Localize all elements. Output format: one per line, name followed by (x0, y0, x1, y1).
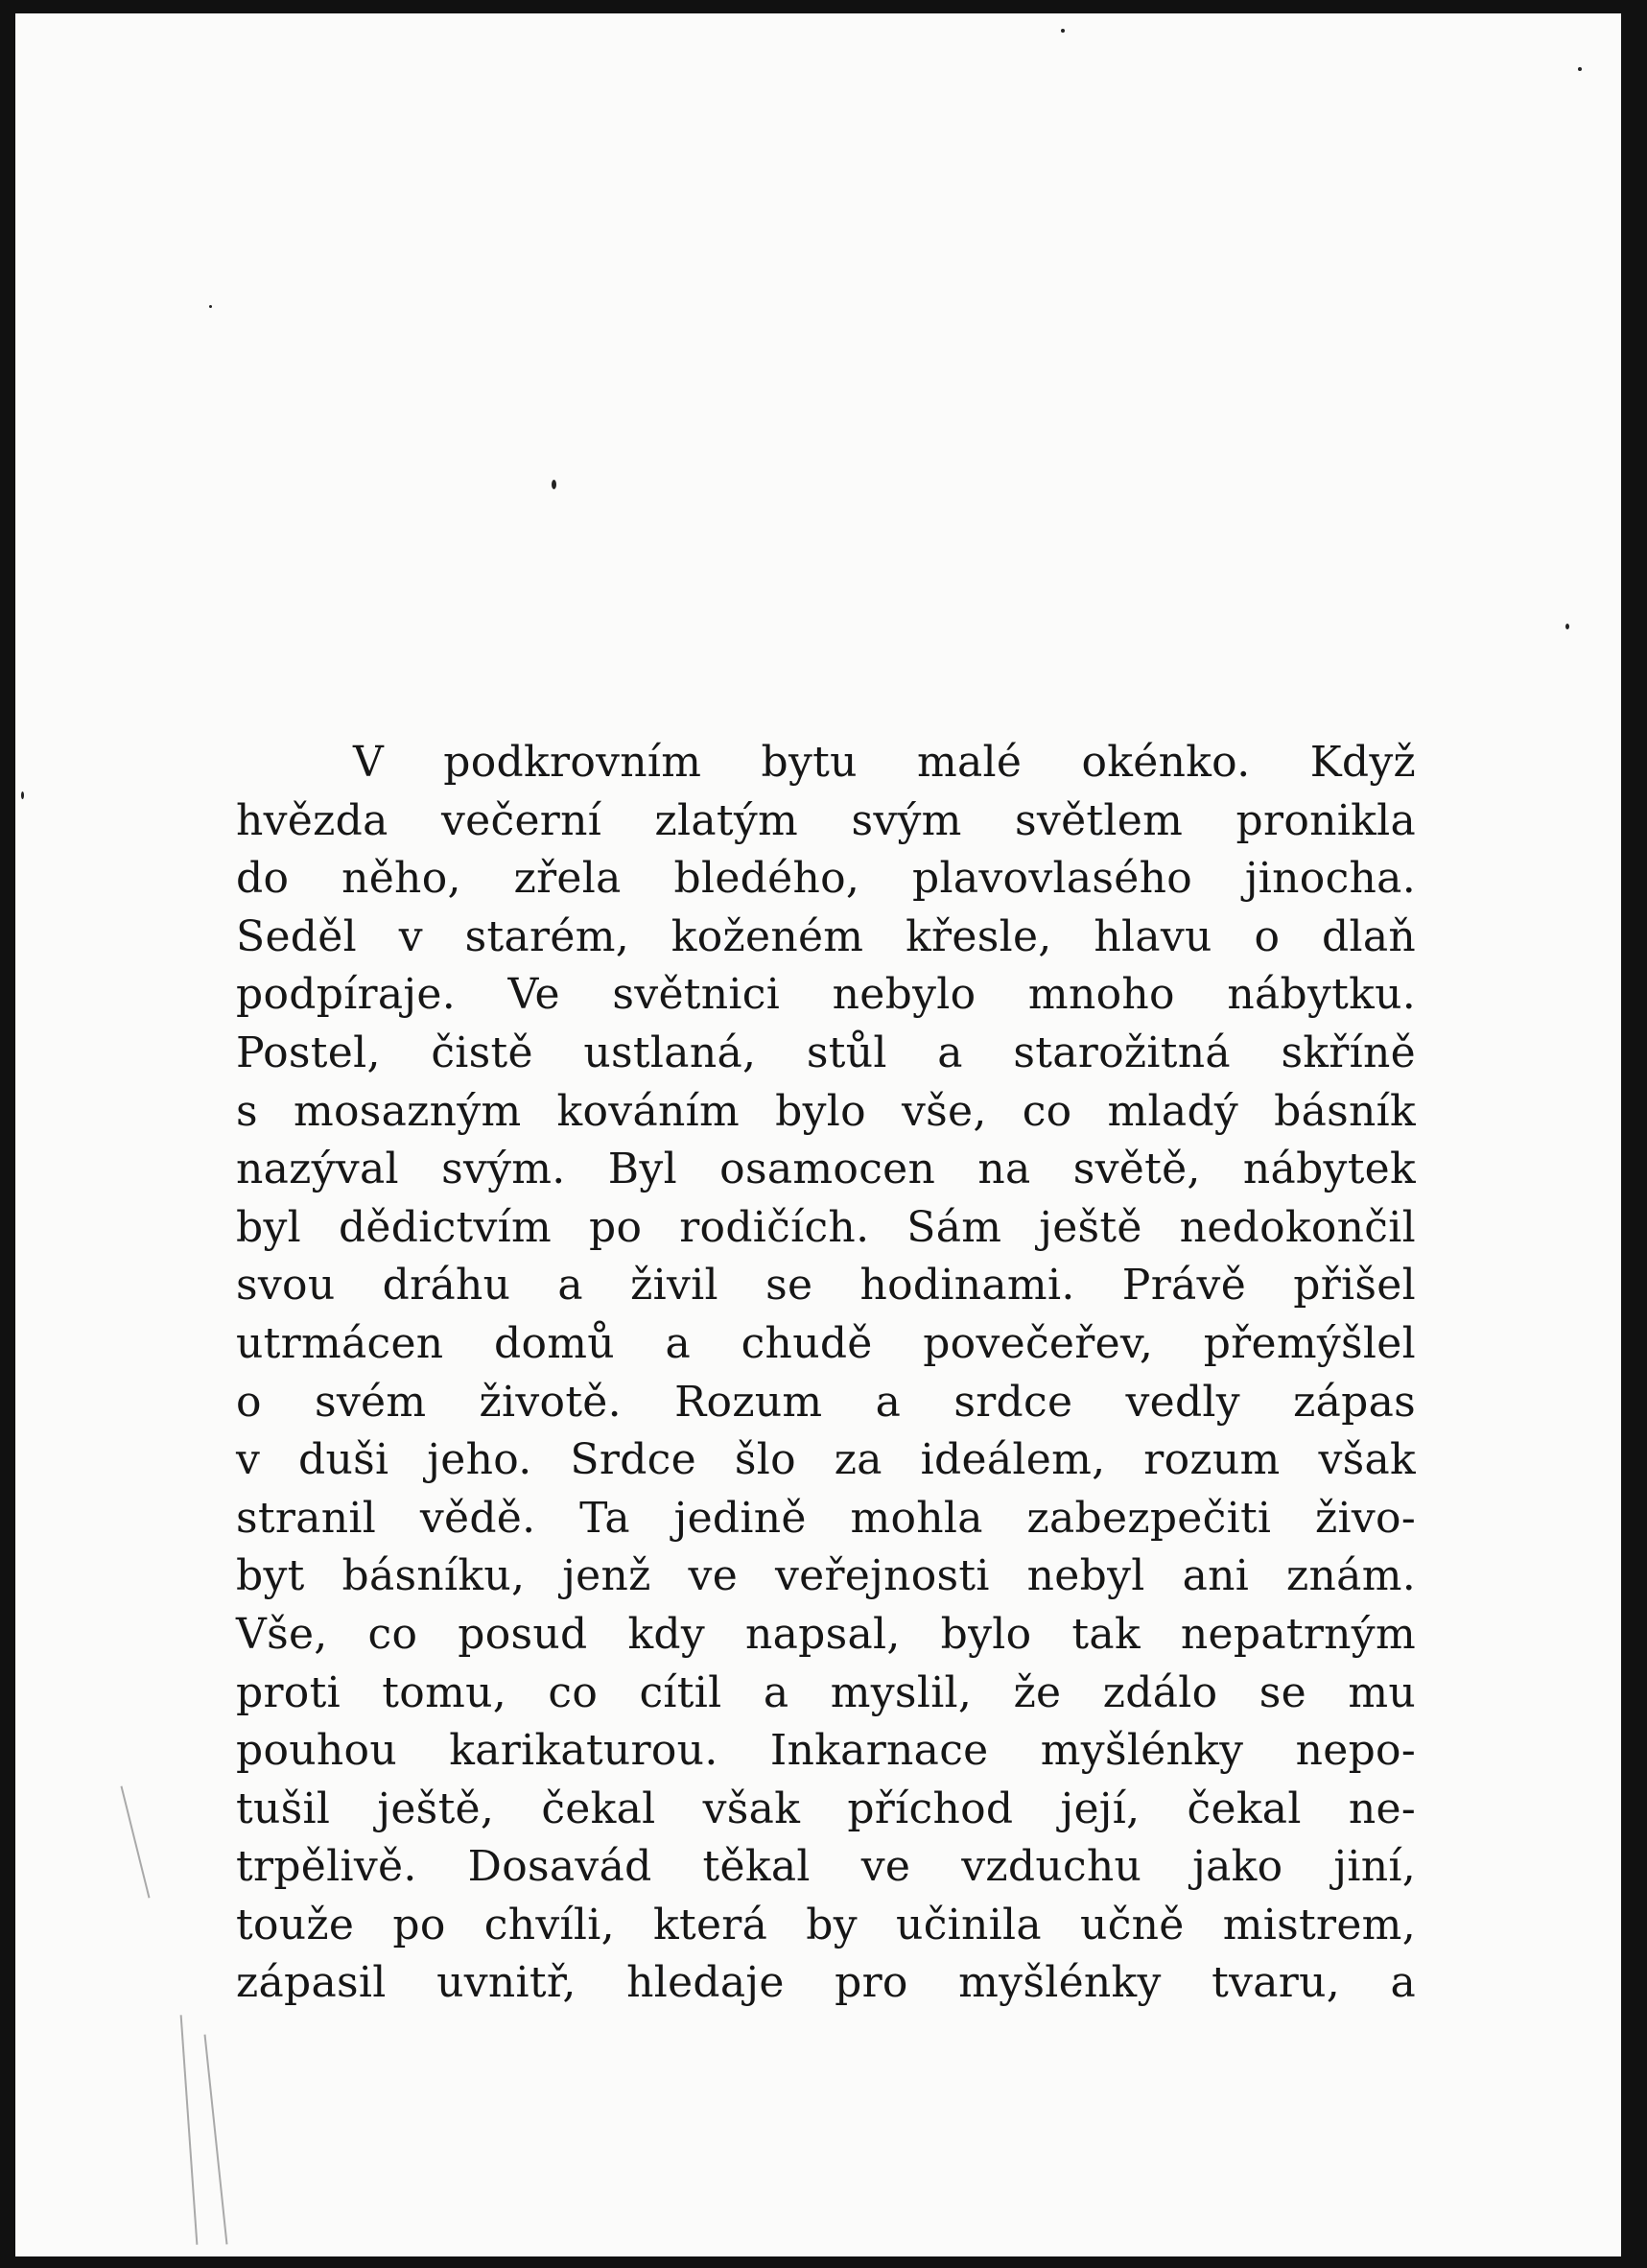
paragraph-line: trpělivě. Dosavád těkal ve vzduchu jako jiní, (236, 1842, 1416, 1892)
paragraph-line: podpíraje. Ve světnici nebylo mnoho nábytku. (236, 970, 1416, 1020)
paragraph-line: proti tomu, co cítil a myslil, že zdálo se mu (236, 1667, 1416, 1717)
page-edge-left (0, 0, 15, 2268)
scan-speck (1565, 624, 1569, 629)
scan-speck (1061, 29, 1065, 33)
paragraph-line: svou dráhu a živil se hodinami. Právě přišel (236, 1261, 1416, 1311)
body-paragraph (236, 734, 1416, 2013)
paragraph-line: V podkrovním bytu malé okénko. Když (353, 738, 1416, 787)
paragraph-line: tušil ještě, čekal však příchod její, čekal ne- (236, 1784, 1416, 1833)
scan-scratch (204, 2034, 228, 2244)
paragraph-line: o svém životě. Rozum a srdce vedly zápas (236, 1377, 1416, 1427)
scan-speck (552, 480, 556, 489)
page-edge-right (1621, 0, 1647, 2268)
paragraph-line: nazýval svým. Byl osamocen na světě, nábytek (236, 1145, 1416, 1194)
page-edge-top (0, 0, 1647, 13)
scan-scratch (180, 2015, 199, 2245)
scan-speck (1578, 67, 1582, 71)
paragraph-line: v duši jeho. Srdce šlo za ideálem, rozum však (236, 1435, 1416, 1485)
paragraph-line: byt básníku, jenž ve veřejnosti nebyl ani znám. (236, 1551, 1416, 1601)
paragraph-line: touže po chvíli, která by učinila učně mistrem, (236, 1900, 1416, 1949)
paragraph-line: do něho, zřela bledého, plavovlasého jinocha. (236, 854, 1416, 904)
scan-speck (21, 791, 24, 799)
paragraph-line: Seděl v starém, koženém křesle, hlavu o dlaň (236, 911, 1416, 961)
scan-speck (209, 305, 212, 308)
page-edge-bottom (0, 2256, 1647, 2268)
paragraph-line: utrmácen domů a chudě povečeřev, přemýšlel (236, 1318, 1416, 1368)
paragraph-line: Vše, co posud kdy napsal, bylo tak nepatrným (236, 1609, 1416, 1659)
paragraph-line: s mosazným kováním bylo vše, co mladý básník (236, 1086, 1416, 1136)
paragraph-line: Postel, čistě ustlaná, stůl a starožitná skříně (236, 1028, 1416, 1077)
paragraph-line: zápasil uvnitř, hledaje pro myšlénky tvaru, a (236, 1958, 1416, 2008)
paragraph-line: hvězda večerní zlatým svým světlem pronikla (236, 795, 1416, 845)
paragraph-line: stranil vědě. Ta jedině mohla zabezpečiti živo- (236, 1493, 1416, 1543)
paragraph-line: byl dědictvím po rodičích. Sám ještě nedokončil (236, 1202, 1416, 1252)
paragraph-line: pouhou karikaturou. Inkarnace myšlénky nepo- (236, 1726, 1416, 1776)
scan-scratch (121, 1786, 151, 1899)
